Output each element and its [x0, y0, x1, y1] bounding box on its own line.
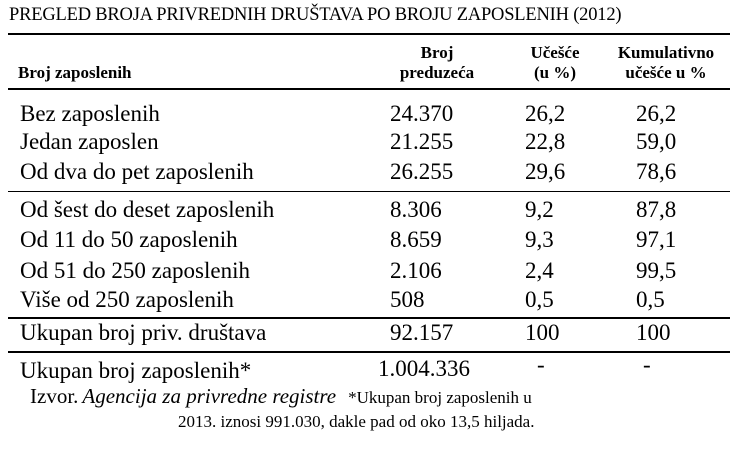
row-share: 9,3: [525, 227, 554, 252]
source-agency: Agencija za privredne registre: [82, 384, 337, 408]
row-share: 9,2: [525, 197, 554, 222]
row-label: Bez zaposlenih: [20, 101, 160, 126]
row-label: Od dva do pet zaposlenih: [20, 159, 254, 184]
row-share: 26,2: [525, 101, 566, 126]
row-count: 21.255: [390, 129, 454, 154]
row-share: 0,5: [525, 287, 554, 312]
footnote-line-2: 2013. iznosi 991.030, dakle pad od oko 13,5 hiljada.: [178, 412, 535, 431]
row-cumulative: 26,2: [636, 101, 677, 126]
row-share: 29,6: [525, 159, 566, 184]
total-companies-cumulative: 100: [636, 320, 671, 345]
header-broj-zaposlenih: Broj zaposlenih: [18, 63, 132, 82]
header-ucesce: Učešće (u %): [530, 43, 580, 82]
total-companies-share: 100: [525, 320, 560, 345]
row-cumulative: 97,1: [636, 227, 677, 252]
row-label: Od šest do deset zaposlenih: [20, 197, 275, 222]
source-line: [30, 384, 532, 409]
total-divider: [8, 317, 730, 319]
row-cumulative: 0,5: [636, 287, 665, 312]
row-count: 2.106: [390, 258, 442, 283]
row-cumulative: 78,6: [636, 159, 677, 184]
employees-divider: [8, 351, 730, 353]
total-employees-count: 1.004.336: [378, 356, 470, 381]
title-rule: [8, 33, 730, 35]
header-kumulativno: Kumulativno učešće u %: [617, 43, 715, 82]
group-divider: [8, 191, 730, 192]
row-label: Od 11 do 50 zaposlenih: [20, 227, 238, 252]
row-share: 22,8: [525, 129, 566, 154]
row-count: 8.659: [390, 227, 442, 252]
row-label: Više od 250 zaposlenih: [20, 287, 234, 312]
total-companies-count: 92.157: [390, 320, 454, 345]
row-cumulative: 59,0: [636, 129, 677, 154]
row-cumulative: 99,5: [636, 258, 677, 283]
row-count: 508: [390, 287, 425, 312]
total-employees-share: -: [537, 352, 545, 377]
row-cumulative: 87,8: [636, 197, 677, 222]
total-employees-label: Ukupan broj zaposlenih*: [20, 358, 252, 383]
total-companies-label: Ukupan broj priv. društava: [20, 320, 267, 345]
row-label: Od 51 do 250 zaposlenih: [20, 258, 250, 283]
row-count: 24.370: [390, 101, 454, 126]
header-rule: [8, 88, 730, 90]
row-share: 2,4: [525, 258, 554, 283]
header-broj-preduzeca: Broj preduzeća: [399, 43, 475, 82]
source-prefix: Izvor.: [30, 384, 79, 408]
total-employees-cumulative: -: [643, 352, 651, 377]
row-label: Jedan zaposlen: [20, 129, 159, 154]
row-count: 8.306: [390, 197, 442, 222]
footnote-line-1: *Ukupan broj zaposlenih u: [348, 388, 532, 407]
table-title: PREGLED BROJA PRIVREDNIH DRUŠTAVA PO BROJU ZAPOSLENIH (2012): [9, 5, 622, 25]
row-count: 26.255: [390, 159, 454, 184]
